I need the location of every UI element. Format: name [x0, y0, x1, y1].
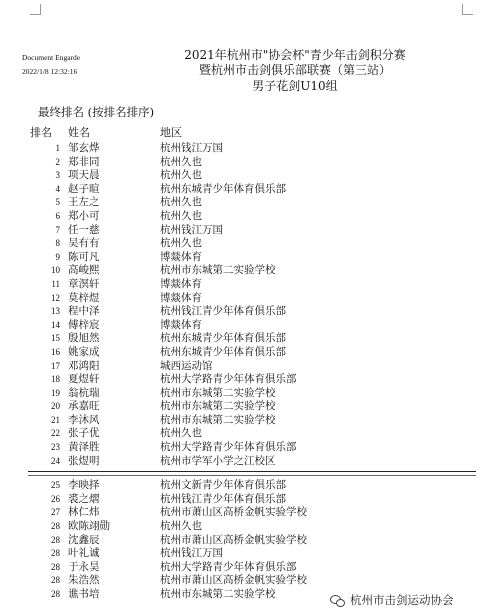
row-name: 王左之 — [68, 196, 100, 209]
row-rank: 20 — [51, 401, 60, 412]
row-rank: 21 — [51, 414, 60, 425]
document-title-line-2: 暨杭州市击剑俱乐部联赛（第三站） — [198, 63, 391, 77]
table-header — [0, 124, 504, 142]
row-name: 高峻熙 — [68, 264, 100, 277]
row-region: 杭州市学军小学之江校区 — [160, 454, 276, 467]
row-name: 郑非同 — [68, 155, 100, 168]
row-region: 博燚体育 — [160, 277, 202, 290]
table-row — [0, 237, 504, 251]
row-name: 夏煜轩 — [68, 373, 100, 386]
row-region: 杭州大学路青少年体育俱乐部 — [160, 560, 297, 573]
row-rank: 7 — [55, 224, 60, 235]
row-rank: 9 — [55, 251, 60, 262]
row-name: 张子优 — [68, 427, 100, 440]
row-region: 杭州久也 — [160, 237, 202, 250]
row-rank: 3 — [55, 170, 60, 181]
row-name: 邓鸿阳 — [68, 359, 100, 372]
row-name: 程中泽 — [68, 305, 100, 318]
watermark-logo — [330, 592, 454, 608]
watermark-text: 杭州市击剑运动协会 — [350, 593, 454, 607]
table-row — [0, 251, 504, 265]
row-name: 郑小可 — [68, 209, 100, 222]
table-row — [0, 183, 504, 197]
row-region: 杭州久也 — [160, 209, 202, 222]
row-rank: 27 — [51, 507, 60, 518]
row-name: 殷旭然 — [68, 332, 100, 345]
row-rank: 23 — [51, 442, 60, 453]
row-region: 杭州文新青少年体育俱乐部 — [160, 479, 286, 492]
row-region: 博燚体育 — [160, 318, 202, 331]
row-rank: 10 — [51, 265, 60, 276]
page-corner-mark-right — [462, 4, 473, 15]
row-name: 欧陈翊勋 — [68, 520, 110, 533]
row-rank: 13 — [51, 306, 60, 317]
row-rank: 28 — [51, 548, 60, 559]
row-rank: 11 — [51, 278, 60, 289]
table-row — [0, 493, 504, 507]
row-name: 张煜明 — [68, 454, 100, 467]
row-name: 谯书培 — [68, 588, 100, 600]
row-region: 杭州钱江青少年体育俱乐部 — [160, 305, 286, 318]
row-region: 杭州久也 — [160, 196, 202, 209]
row-region: 杭州东城青少年体育俱乐部 — [160, 182, 286, 195]
row-name: 沈鑫辰 — [68, 533, 100, 546]
row-name: 章溟轩 — [68, 277, 100, 290]
row-name: 邹玄烨 — [68, 142, 100, 154]
table-row — [0, 534, 504, 548]
row-name: 承嘉旺 — [68, 400, 100, 413]
row-rank: 19 — [51, 387, 60, 398]
row-region: 博燚体育 — [160, 250, 202, 263]
row-name: 陈可凡 — [68, 250, 100, 263]
table-row — [0, 278, 504, 292]
row-region: 杭州市东城第二实验学校 — [160, 264, 276, 277]
row-rank: 28 — [51, 534, 60, 545]
ranking-table — [0, 124, 504, 602]
document-title-line-1: 2021年杭州市"协会杯"青少年击剑积分赛 — [184, 48, 406, 62]
row-name: 朱浩然 — [68, 574, 100, 587]
row-region: 杭州市东城第二实验学校 — [160, 588, 276, 600]
row-rank: 2 — [55, 156, 60, 167]
row-region: 杭州钱江青少年体育俱乐部 — [160, 492, 286, 505]
row-name: 林仁炜 — [68, 506, 100, 519]
table-row — [0, 346, 504, 360]
row-rank: 28 — [51, 589, 60, 599]
row-region: 杭州大学路青少年体育俱乐部 — [160, 441, 297, 454]
row-name: 赵子暄 — [68, 182, 100, 195]
row-region: 杭州市东城第二实验学校 — [160, 400, 276, 413]
row-rank: 12 — [51, 292, 60, 303]
table-row — [0, 210, 504, 224]
header-rank: 排名 — [30, 126, 52, 139]
table-row — [0, 292, 504, 306]
table-row — [0, 520, 504, 534]
row-rank: 18 — [51, 374, 60, 385]
document-datetime: 2022/1/8 12:32:16 — [22, 67, 78, 76]
row-name: 姚家成 — [68, 345, 100, 358]
row-rank: 1 — [55, 143, 60, 153]
row-name: 李映择 — [68, 479, 100, 492]
row-name: 任一慈 — [68, 223, 100, 236]
ranking-rows-bottom — [0, 479, 504, 601]
table-row — [0, 400, 504, 414]
table-row — [0, 455, 504, 469]
row-rank: 8 — [55, 238, 60, 249]
table-row — [0, 360, 504, 374]
table-divider-lower — [28, 475, 476, 476]
table-row — [0, 224, 504, 238]
row-name: 黄泽胜 — [68, 441, 100, 454]
table-row — [0, 169, 504, 183]
row-rank: 4 — [55, 183, 60, 194]
row-name: 翁杭瑞 — [68, 386, 100, 399]
ranking-rows-top — [0, 142, 504, 468]
row-name: 项天晨 — [68, 169, 100, 182]
row-name: 吴有有 — [68, 237, 100, 250]
header-region: 地区 — [160, 126, 182, 139]
table-row — [0, 142, 504, 156]
table-row — [0, 305, 504, 319]
row-rank: 26 — [51, 493, 60, 504]
row-name: 李沐风 — [68, 413, 100, 426]
row-name: 傅梓宸 — [68, 318, 100, 331]
table-row — [0, 441, 504, 455]
row-rank: 28 — [51, 561, 60, 572]
row-region: 城西运动馆 — [160, 359, 213, 372]
row-region: 杭州久也 — [160, 155, 202, 168]
wechat-icon — [330, 594, 345, 606]
row-rank: 5 — [55, 197, 60, 208]
document-title-line-3: 男子花剑U10组 — [252, 79, 338, 93]
row-region: 杭州市萧山区高桥金帆实验学校 — [160, 506, 307, 519]
row-rank: 16 — [51, 346, 60, 357]
table-row — [0, 156, 504, 170]
row-region: 杭州市萧山区高桥金帆实验学校 — [160, 533, 307, 546]
row-region: 杭州钱江万国 — [160, 223, 223, 236]
header-name: 姓名 — [68, 126, 90, 139]
table-row — [0, 427, 504, 441]
table-row — [0, 387, 504, 401]
row-rank: 24 — [51, 455, 60, 466]
table-row — [0, 547, 504, 561]
row-region: 杭州东城青少年体育俱乐部 — [160, 345, 286, 358]
row-name: 莫梓煜 — [68, 291, 100, 304]
table-row — [0, 319, 504, 333]
row-region: 杭州市萧山区高桥金帆实验学校 — [160, 574, 307, 587]
table-row — [0, 574, 504, 588]
row-region: 杭州钱江万国 — [160, 142, 223, 154]
row-region: 杭州久也 — [160, 427, 202, 440]
row-region: 杭州东城青少年体育俱乐部 — [160, 332, 286, 345]
table-row — [0, 264, 504, 278]
row-name: 裘之熠 — [68, 492, 100, 505]
row-region: 杭州大学路青少年体育俱乐部 — [160, 373, 297, 386]
row-rank: 28 — [51, 575, 60, 586]
row-region: 杭州久也 — [160, 169, 202, 182]
row-rank: 17 — [51, 360, 60, 371]
row-rank: 25 — [51, 480, 60, 491]
row-name: 于永昊 — [68, 560, 100, 573]
row-region: 杭州市东城第二实验学校 — [160, 386, 276, 399]
table-row — [0, 414, 504, 428]
row-name: 叶礼诚 — [68, 547, 100, 560]
page-corner-mark-left — [30, 4, 41, 15]
row-rank: 6 — [55, 210, 60, 221]
table-row — [0, 332, 504, 346]
table-row — [0, 479, 504, 493]
table-row — [0, 506, 504, 520]
row-region: 杭州市东城第二实验学校 — [160, 413, 276, 426]
table-row — [0, 196, 504, 210]
row-region: 博燚体育 — [160, 291, 202, 304]
row-rank: 28 — [51, 521, 60, 532]
row-region: 杭州久也 — [160, 520, 202, 533]
row-rank: 15 — [51, 333, 60, 344]
document-creator: Document Engarde — [22, 53, 81, 62]
section-title: 最终排名 (按排名排序) — [38, 105, 155, 119]
row-region: 杭州钱江万国 — [160, 547, 223, 560]
table-row — [0, 561, 504, 575]
row-rank: 22 — [51, 428, 60, 439]
row-rank: 14 — [51, 319, 60, 330]
table-row — [0, 373, 504, 387]
